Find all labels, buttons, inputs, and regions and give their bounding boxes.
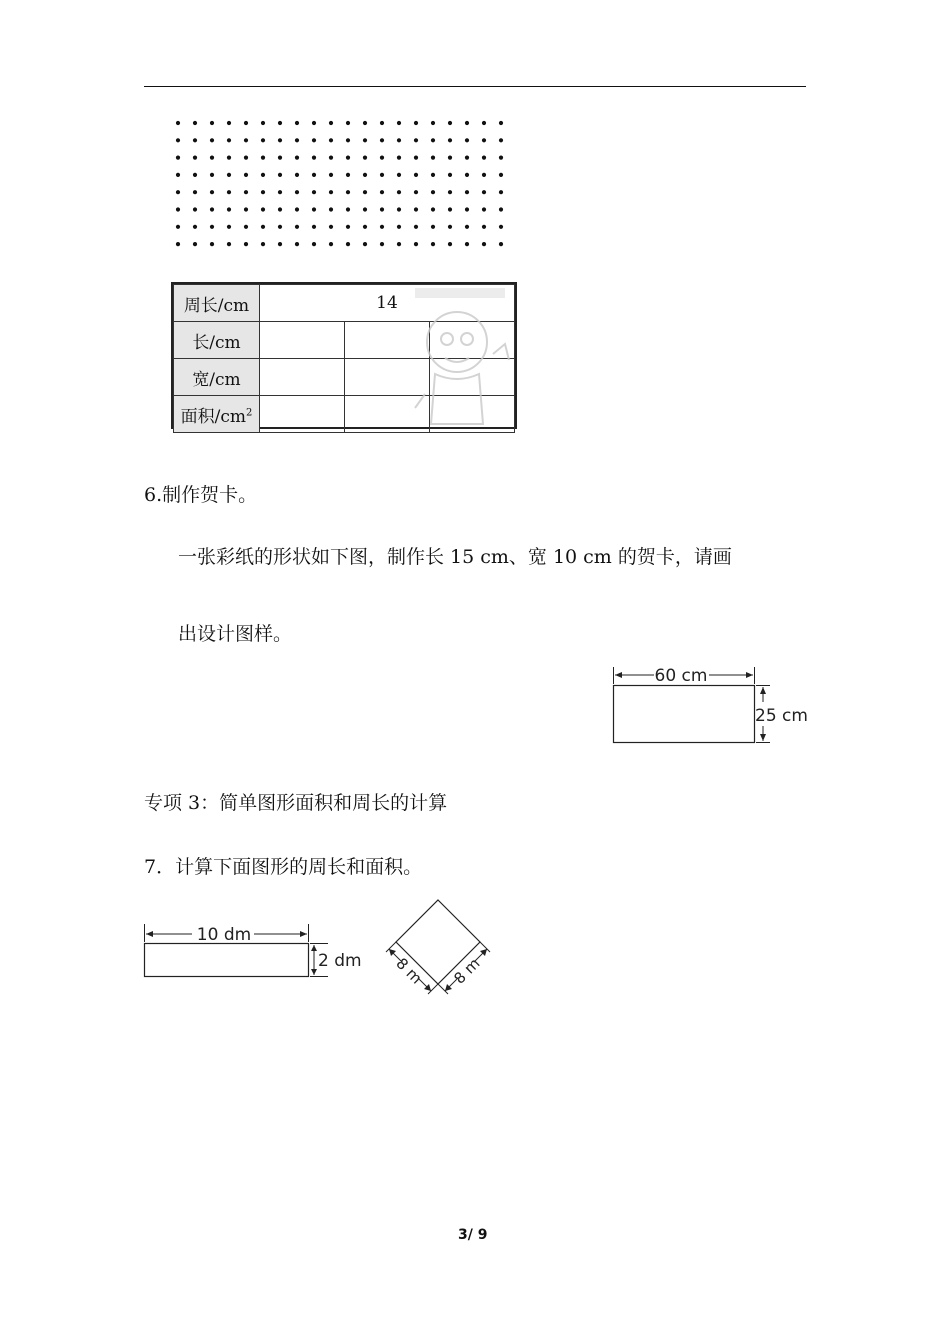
grid-dot <box>193 225 197 229</box>
row-label: 长/cm <box>174 322 260 359</box>
row-label: 面积$/cm^2$ <box>174 396 260 433</box>
grid-dot <box>448 207 452 211</box>
grid-dot <box>431 225 435 229</box>
grid-dot <box>227 121 231 125</box>
grid-dot <box>261 207 265 211</box>
grid-dot <box>346 190 350 194</box>
grid-dot <box>244 207 248 211</box>
grid-dot <box>431 173 435 177</box>
grid-dot <box>210 173 214 177</box>
grid-dot <box>210 242 214 246</box>
grid-dot <box>227 225 231 229</box>
grid-dot <box>261 121 265 125</box>
grid-dot <box>227 138 231 142</box>
grid-dot <box>363 190 367 194</box>
row-label: 周长/cm <box>174 285 260 322</box>
grid-dot <box>176 173 180 177</box>
header-rule <box>144 86 806 87</box>
grid-dot <box>414 138 418 142</box>
grid-dot <box>312 121 316 125</box>
grid-dot <box>448 173 452 177</box>
grid-dot <box>295 207 299 211</box>
grid-dot <box>482 242 486 246</box>
grid-dot <box>176 225 180 229</box>
grid-dot <box>499 173 503 177</box>
grid-dot <box>329 225 333 229</box>
grid-dot <box>346 156 350 160</box>
grid-dot <box>227 173 231 177</box>
grid-dot <box>244 173 248 177</box>
grid-dot <box>482 207 486 211</box>
grid-dot <box>363 242 367 246</box>
rectangle-width-label: 10 dm <box>196 925 252 945</box>
grid-dot <box>465 173 469 177</box>
dot-grid <box>168 112 518 254</box>
grid-dot <box>397 121 401 125</box>
grid-dot <box>312 156 316 160</box>
grid-dot <box>380 121 384 125</box>
grid-dot <box>380 156 384 160</box>
grid-dot <box>193 207 197 211</box>
grid-dot <box>465 190 469 194</box>
grid-dot <box>414 225 418 229</box>
paper-width-label: 60 cm <box>654 666 708 686</box>
paper-rectangle <box>614 686 755 743</box>
grid-dot <box>380 138 384 142</box>
grid-dot <box>465 138 469 142</box>
grid-dot <box>210 225 214 229</box>
question-7-title: 7．计算下面图形的周长和面积。 <box>144 856 423 878</box>
grid-dot <box>465 156 469 160</box>
grid-dot <box>329 242 333 246</box>
paper-figure <box>608 662 813 748</box>
grid-dot <box>176 207 180 211</box>
grid-dot <box>278 156 282 160</box>
grid-dot <box>363 173 367 177</box>
grid-dot <box>363 121 367 125</box>
grid-dot <box>244 121 248 125</box>
grid-dot <box>414 190 418 194</box>
grid-dot <box>380 225 384 229</box>
grid-dot <box>380 190 384 194</box>
grid-dot <box>210 207 214 211</box>
grid-dot <box>261 242 265 246</box>
grid-dot <box>278 121 282 125</box>
grid-dot <box>176 121 180 125</box>
grid-dot <box>312 207 316 211</box>
grid-dot <box>176 156 180 160</box>
grid-dot <box>295 242 299 246</box>
perimeter-value: 14 <box>260 285 515 322</box>
grid-dot <box>499 138 503 142</box>
grid-dot <box>210 138 214 142</box>
grid-dot <box>295 121 299 125</box>
grid-dot <box>346 225 350 229</box>
grid-dot <box>465 225 469 229</box>
grid-dot <box>261 156 265 160</box>
grid-dot <box>482 225 486 229</box>
grid-dot <box>295 138 299 142</box>
grid-dot <box>193 156 197 160</box>
grid-dot <box>346 207 350 211</box>
grid-dot <box>346 242 350 246</box>
grid-dot <box>261 190 265 194</box>
grid-dot <box>482 190 486 194</box>
grid-dot <box>261 173 265 177</box>
grid-dot <box>329 207 333 211</box>
grid-dot <box>380 207 384 211</box>
grid-dot <box>329 156 333 160</box>
paper-height-label: 25 cm <box>755 706 808 726</box>
grid-dot <box>193 242 197 246</box>
rectangle-shape <box>145 944 309 977</box>
grid-dot <box>244 225 248 229</box>
grid-dot <box>448 190 452 194</box>
grid-dot <box>312 138 316 142</box>
grid-dot <box>431 190 435 194</box>
grid-dot <box>397 190 401 194</box>
grid-dot <box>380 173 384 177</box>
grid-dot <box>482 121 486 125</box>
grid-dot <box>210 121 214 125</box>
grid-dot <box>482 156 486 160</box>
grid-dot <box>465 121 469 125</box>
grid-dot <box>278 190 282 194</box>
grid-dot <box>448 242 452 246</box>
grid-dot <box>397 207 401 211</box>
grid-dot <box>499 225 503 229</box>
grid-dot <box>244 138 248 142</box>
grid-dot <box>312 225 316 229</box>
grid-dot <box>414 121 418 125</box>
grid-dot <box>227 190 231 194</box>
rectangle-figure <box>138 918 368 984</box>
grid-dot <box>363 138 367 142</box>
grid-dot <box>312 190 316 194</box>
square-side-label-right: 8 m <box>450 954 484 988</box>
grid-dot <box>397 173 401 177</box>
grid-dot <box>295 190 299 194</box>
grid-dot <box>397 156 401 160</box>
answer-cell[interactable] <box>260 396 345 433</box>
grid-dot <box>210 190 214 194</box>
grid-dot <box>227 242 231 246</box>
answer-cell[interactable] <box>260 322 345 359</box>
grid-dot <box>363 156 367 160</box>
grid-dot <box>244 242 248 246</box>
grid-dot <box>261 138 265 142</box>
square-side-label-left: 8 m <box>392 954 426 988</box>
rectangle-height-label: 2 dm <box>318 951 362 971</box>
grid-dot <box>363 225 367 229</box>
grid-dot <box>244 190 248 194</box>
grid-dot <box>278 207 282 211</box>
grid-dot <box>397 225 401 229</box>
grid-dot <box>295 156 299 160</box>
grid-dot <box>448 138 452 142</box>
grid-dot <box>499 121 503 125</box>
grid-dot <box>499 207 503 211</box>
grid-dot <box>346 138 350 142</box>
grid-dot <box>397 242 401 246</box>
grid-dot <box>329 190 333 194</box>
grid-dot <box>176 190 180 194</box>
grid-dot <box>176 242 180 246</box>
grid-dot <box>414 242 418 246</box>
section-3-title: 专项 3：简单图形面积和周长的计算 <box>144 792 448 814</box>
page-number: 3/ 9 <box>458 1227 488 1243</box>
square-figure <box>372 892 502 1008</box>
grid-dot <box>312 173 316 177</box>
grid-dot <box>278 225 282 229</box>
grid-dot <box>193 138 197 142</box>
grid-dot <box>499 242 503 246</box>
grid-dot <box>431 207 435 211</box>
question-6-text-line2: 出设计图样。 <box>178 623 293 645</box>
grid-dot <box>295 225 299 229</box>
grid-dot <box>414 207 418 211</box>
row-label: 宽/cm <box>174 359 260 396</box>
question-6-title: 6.制作贺卡。 <box>144 484 258 506</box>
grid-dot <box>448 121 452 125</box>
grid-dot <box>227 156 231 160</box>
grid-dot <box>329 138 333 142</box>
grid-dot <box>329 121 333 125</box>
grid-dot <box>482 138 486 142</box>
grid-dot <box>278 138 282 142</box>
grid-dot <box>227 207 231 211</box>
grid-dot <box>448 156 452 160</box>
grid-dot <box>397 138 401 142</box>
grid-dot <box>346 173 350 177</box>
grid-dot <box>346 121 350 125</box>
grid-dot <box>176 138 180 142</box>
grid-dot <box>431 242 435 246</box>
grid-dot <box>431 121 435 125</box>
question-6-text-line1: 一张彩纸的形状如下图，制作长 15 cm、宽 10 cm 的贺卡，请画 <box>178 546 732 568</box>
grid-dot <box>278 173 282 177</box>
grid-dot <box>414 156 418 160</box>
grid-dot <box>465 242 469 246</box>
grid-dot <box>414 173 418 177</box>
answer-cell[interactable] <box>260 359 345 396</box>
grid-dot <box>261 225 265 229</box>
grid-dot <box>363 207 367 211</box>
grid-dot <box>465 207 469 211</box>
grid-dot <box>499 190 503 194</box>
mascot-watermark <box>395 284 517 428</box>
grid-dot <box>380 242 384 246</box>
grid-dot <box>482 173 486 177</box>
grid-dot <box>193 173 197 177</box>
grid-dot <box>193 190 197 194</box>
grid-dot <box>431 138 435 142</box>
grid-dot <box>329 173 333 177</box>
grid-dot <box>193 121 197 125</box>
grid-dot <box>210 156 214 160</box>
grid-dot <box>499 156 503 160</box>
grid-dot <box>431 156 435 160</box>
grid-dot <box>312 242 316 246</box>
grid-dot <box>278 242 282 246</box>
grid-dot <box>448 225 452 229</box>
grid-dot <box>244 156 248 160</box>
grid-dot <box>295 173 299 177</box>
